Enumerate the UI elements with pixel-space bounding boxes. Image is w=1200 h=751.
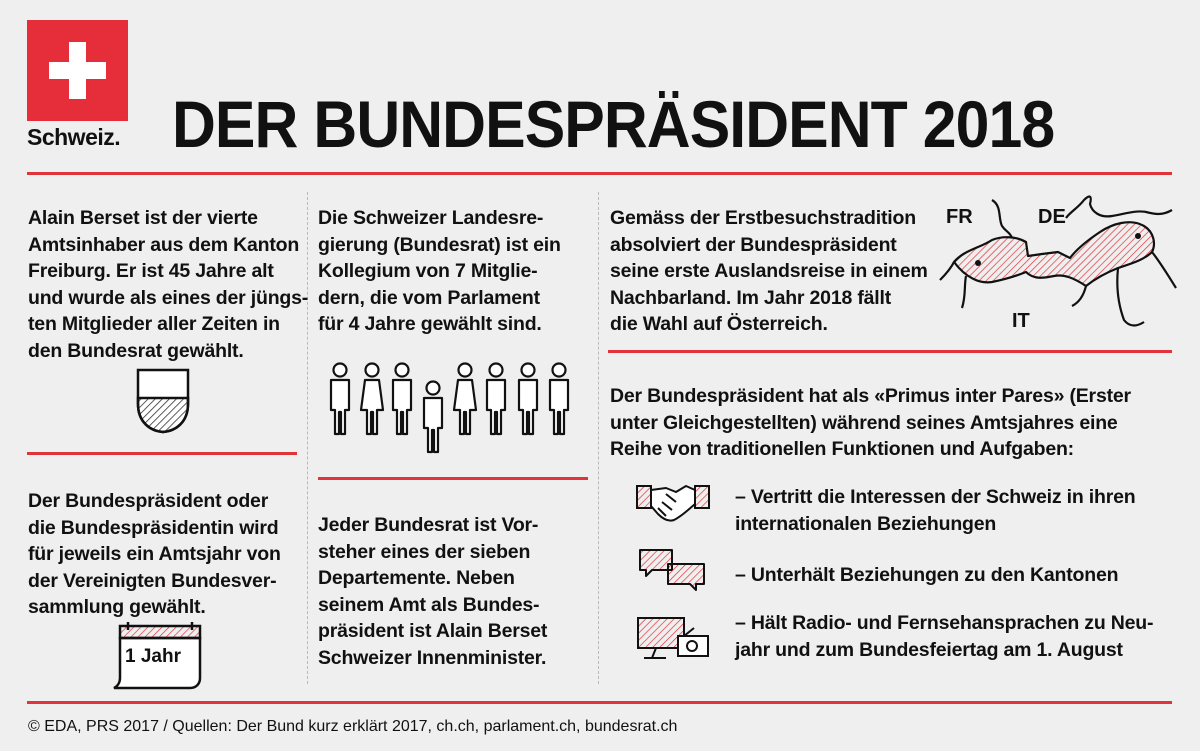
col1-divider — [27, 452, 297, 455]
footer-divider — [27, 701, 1172, 704]
function-item-3: – Hält Radio- und Fernsehansprachen zu Neu- jahr und zum Bundesfeiertag am 1. August — [735, 612, 1154, 661]
logo-text: Schweiz. — [27, 124, 121, 150]
fribourg-coat-of-arms-icon — [136, 368, 190, 434]
calendar-label: 1 Jahr — [125, 646, 181, 667]
footer-credits: © EDA, PRS 2017 / Quellen: Der Bund kurz erklärt 2017, ch.ch, parlament.ch, bundesrat.ch — [28, 718, 678, 735]
federal-council-members-icon — [326, 360, 576, 455]
map-label-fr: FR — [946, 206, 973, 228]
map-label-it: IT — [1012, 310, 1030, 332]
handshake-icon — [636, 480, 710, 526]
function-item-2: – Unterhält Beziehungen zu den Kantonen — [735, 564, 1119, 586]
header-divider — [27, 172, 1172, 175]
function-item-1: – Vertritt die Interessen der Schweiz in ihren internationalen Beziehungen — [735, 486, 1136, 535]
speech-bubbles-icon — [638, 548, 708, 592]
federal-council-text: Die Schweizer Landesre- gierung (Bundesrat) ist ein Kollegium von 7 Mitglie- dern, die vom Parlament für 4 Jahre gewählt sind. — [318, 207, 561, 335]
tv-radio-icon — [636, 614, 712, 662]
col2-divider — [318, 477, 588, 480]
swiss-flag-logo — [27, 20, 128, 121]
election-info-text: Der Bundespräsident oder die Bundespräsidentin wird für jeweils ein Amtsjahr von der Vereinigten Bundesver- sammlung gewählt. — [28, 490, 281, 618]
department-text: Jeder Bundesrat ist Vor- steher eines der sieben Departemente. Neben seinem Amt als Bundes- präsident ist Alain Berset Schweizer Innenminister. — [318, 514, 548, 669]
primus-inter-pares-text: Der Bundespräsident hat als «Primus inter Pares» (Erster unter Gleichgestellten) während seines Amtsjahres eine Reihe von traditionellen Funktionen und Aufgaben: — [610, 385, 1131, 460]
first-visit-tradition-text: Gemäss der Erstbesuchstradition absolviert der Bundespräsident seine erste Auslandsreise in einem Nachbarland. Im Jahr 2018 fällt die Wahl auf Österreich. — [610, 207, 928, 335]
column-separator — [598, 192, 599, 684]
col3-divider — [608, 350, 1172, 353]
page-title: DER BUNDESPRÄSIDENT 2018 — [172, 87, 1055, 161]
map-label-de: DE — [1038, 206, 1066, 228]
berset-info-text: Alain Berset ist der vierte Amtsinhaber aus dem Kanton Freiburg. Er ist 45 Jahre alt und wurde als eines der jüngs- ten Mitglieder aller Zeiten in den Bundesrat gewählt. — [28, 207, 309, 362]
